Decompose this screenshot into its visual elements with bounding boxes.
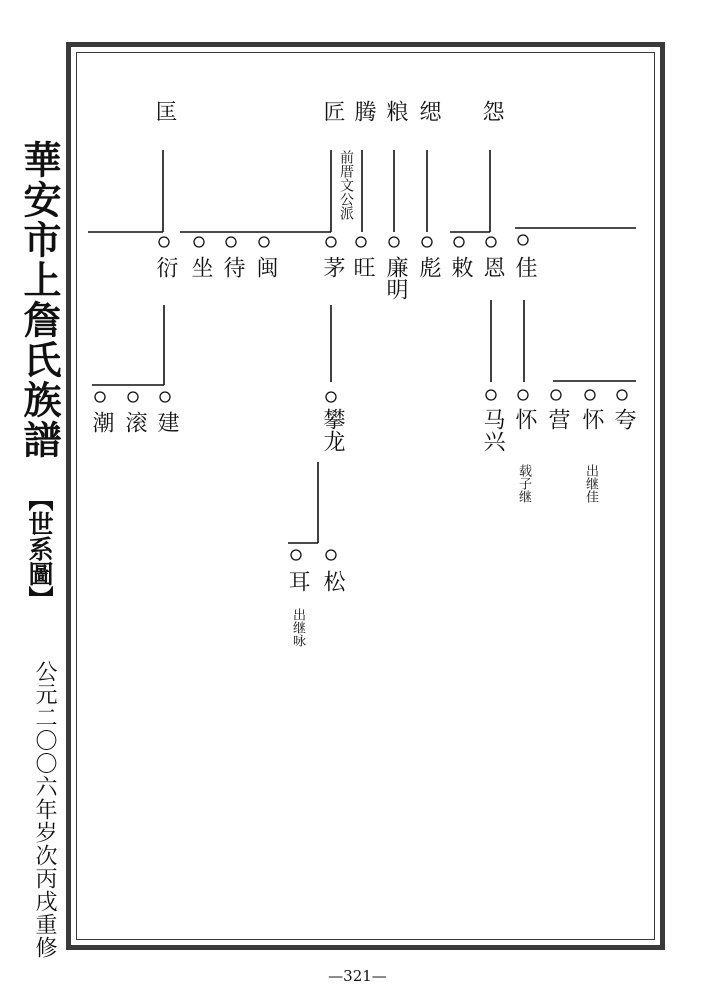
node-circle bbox=[551, 390, 561, 400]
node-circle bbox=[585, 390, 595, 400]
node-circle bbox=[291, 550, 301, 560]
node-circle bbox=[326, 392, 336, 402]
person-name: 怀 bbox=[579, 408, 604, 430]
section-label: 【世系圖】 bbox=[25, 486, 54, 611]
book-title: 華安市上詹氏族譜 bbox=[17, 140, 62, 460]
person-name: 缌 bbox=[416, 100, 441, 122]
adoption-note: 出继佳 bbox=[583, 464, 598, 503]
branch-note: 前厝文公派 bbox=[338, 150, 354, 220]
person-name: 匠 bbox=[320, 100, 345, 122]
node-circle bbox=[160, 392, 170, 402]
person-name: 坐 bbox=[188, 256, 213, 278]
person-name: 潮 bbox=[89, 411, 114, 433]
node-circle bbox=[159, 237, 169, 247]
node-circle bbox=[326, 550, 336, 560]
person-name: 恩 bbox=[480, 256, 505, 278]
person-name: 攀龙 bbox=[320, 408, 345, 452]
person-name: 怀 bbox=[512, 408, 537, 430]
adoption-note: 载子继 bbox=[516, 464, 531, 503]
person-name: 衍 bbox=[153, 256, 178, 278]
node-circle bbox=[95, 392, 105, 402]
person-name: 茅 bbox=[320, 256, 345, 278]
node-circle bbox=[356, 237, 366, 247]
node-circle bbox=[486, 390, 496, 400]
node-circle bbox=[617, 390, 627, 400]
node-circle bbox=[422, 237, 432, 247]
node-circle bbox=[518, 390, 528, 400]
person-name: 营 bbox=[545, 408, 570, 430]
person-name: 马兴 bbox=[480, 408, 505, 452]
person-name: 建 bbox=[154, 411, 179, 433]
person-name: 闽 bbox=[253, 256, 278, 278]
node-circle bbox=[128, 392, 138, 402]
person-name: 腾 bbox=[351, 100, 376, 122]
node-circle bbox=[389, 237, 399, 247]
person-name: 松 bbox=[320, 570, 345, 592]
person-name: 滚 bbox=[122, 411, 147, 433]
node-circle bbox=[454, 237, 464, 247]
person-name: 夸 bbox=[611, 408, 636, 430]
person-name: 粮 bbox=[383, 100, 408, 122]
person-name: 彪 bbox=[416, 256, 441, 278]
page-number: —321— bbox=[328, 967, 387, 985]
adoption-note: 出继咏 bbox=[290, 608, 305, 647]
person-name: 耳 bbox=[285, 570, 310, 592]
node-circle bbox=[194, 237, 204, 247]
person-name: 旺 bbox=[350, 256, 375, 278]
node-circle bbox=[326, 237, 336, 247]
person-name: 待 bbox=[220, 256, 245, 278]
node-circle bbox=[518, 235, 528, 245]
person-name: 敕 bbox=[448, 256, 473, 278]
person-name: 匡 bbox=[152, 100, 177, 122]
edition-note: 公元二〇〇六年岁次丙戌重修 bbox=[32, 660, 57, 959]
person-name: 怨 bbox=[479, 100, 504, 122]
person-name: 佳 bbox=[512, 256, 537, 278]
node-circle bbox=[259, 237, 269, 247]
node-circle bbox=[226, 237, 236, 247]
person-name: 廉明 bbox=[383, 256, 408, 300]
node-circle bbox=[486, 237, 496, 247]
